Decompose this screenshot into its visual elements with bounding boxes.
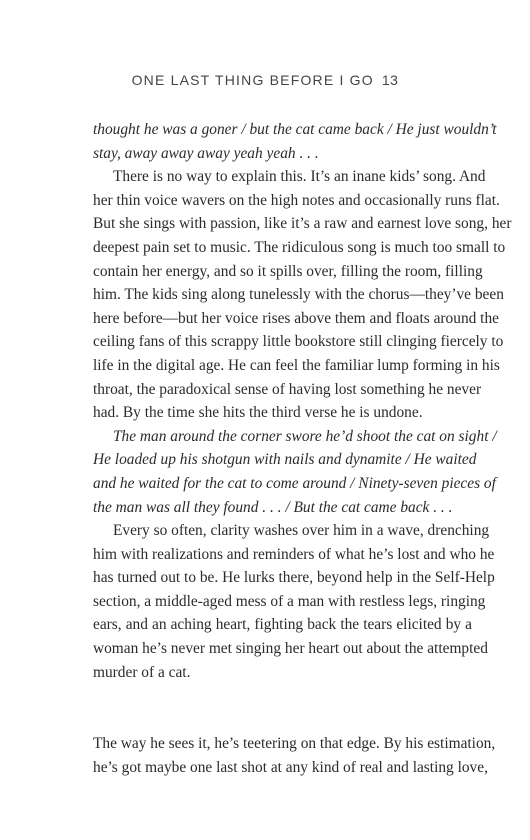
text-line: murder of a cat. — [93, 663, 191, 681]
page-number: 13 — [381, 72, 399, 88]
text-line: and he waited for the cat to come around / Ninety-seven pieces of — [93, 474, 496, 492]
text-line: him. The kids sing along tunelessly with the chorus—they’ve been — [93, 286, 504, 304]
text-line: throat, the paradoxical sense of having lost something he never — [93, 380, 482, 398]
text-line: deepest pain set to music. The ridiculous song is much too small to — [93, 238, 506, 256]
text-line: There is no way to explain this. It’s an inane kids’ song. And — [113, 168, 486, 186]
text-line: Every so often, clarity washes over him in a wave, drenching — [113, 522, 490, 540]
text-line: her thin voice wavers on the high notes and occasionally runs flat. — [93, 191, 500, 209]
text-line: ears, and an aching heart, fighting back the tears elicited by a — [93, 616, 472, 634]
text-line: The way he sees it, he’s teetering on that edge. By his estimation, — [93, 735, 496, 753]
text-line: he’s got maybe one last shot at any kind of real and lasting love, — [93, 758, 488, 776]
text-line: contain her energy, and so it spills over, filling the room, filling — [93, 262, 483, 280]
text-line: He loaded up his shotgun with nails and dynamite / He waited — [93, 451, 477, 469]
text-line: had. By the time she hits the third verse he is undone. — [93, 404, 423, 422]
text-line: But she sings with passion, like it’s a raw and earnest love song, her — [93, 215, 512, 233]
text-line: section, a middle-aged mess of a man with restless legs, ringing — [93, 592, 486, 610]
text-line: The man around the corner swore he’d shoot the cat on sight / — [113, 427, 497, 445]
text-line: him with realizations and reminders of what he’s lost and who he — [93, 545, 495, 563]
text-line: has turned out to be. He lurks there, beyond help in the Self-Help — [93, 569, 495, 587]
text-line: woman he’s never met singing her heart out about the attempted — [93, 640, 488, 658]
text-line: ceiling fans of this scrappy little bookstore still clinging fiercely to — [93, 333, 504, 351]
text-line: the man was all they found . . . / But the cat came back . . . — [93, 498, 453, 516]
text-line: life in the digital age. He can feel the familiar lump forming in his — [93, 356, 500, 374]
text-line: here before—but her voice rises above them and floats around the — [93, 309, 499, 327]
section-break — [93, 684, 472, 732]
text-line: stay, away away away yeah yeah . . . — [93, 144, 319, 162]
body-text — [93, 118, 512, 779]
text-line: thought he was a goner / but the cat came back / He just wouldn’t — [93, 121, 497, 138]
running-head — [0, 72, 530, 88]
running-head-title: ONE LAST THING BEFORE I GO — [131, 72, 374, 88]
